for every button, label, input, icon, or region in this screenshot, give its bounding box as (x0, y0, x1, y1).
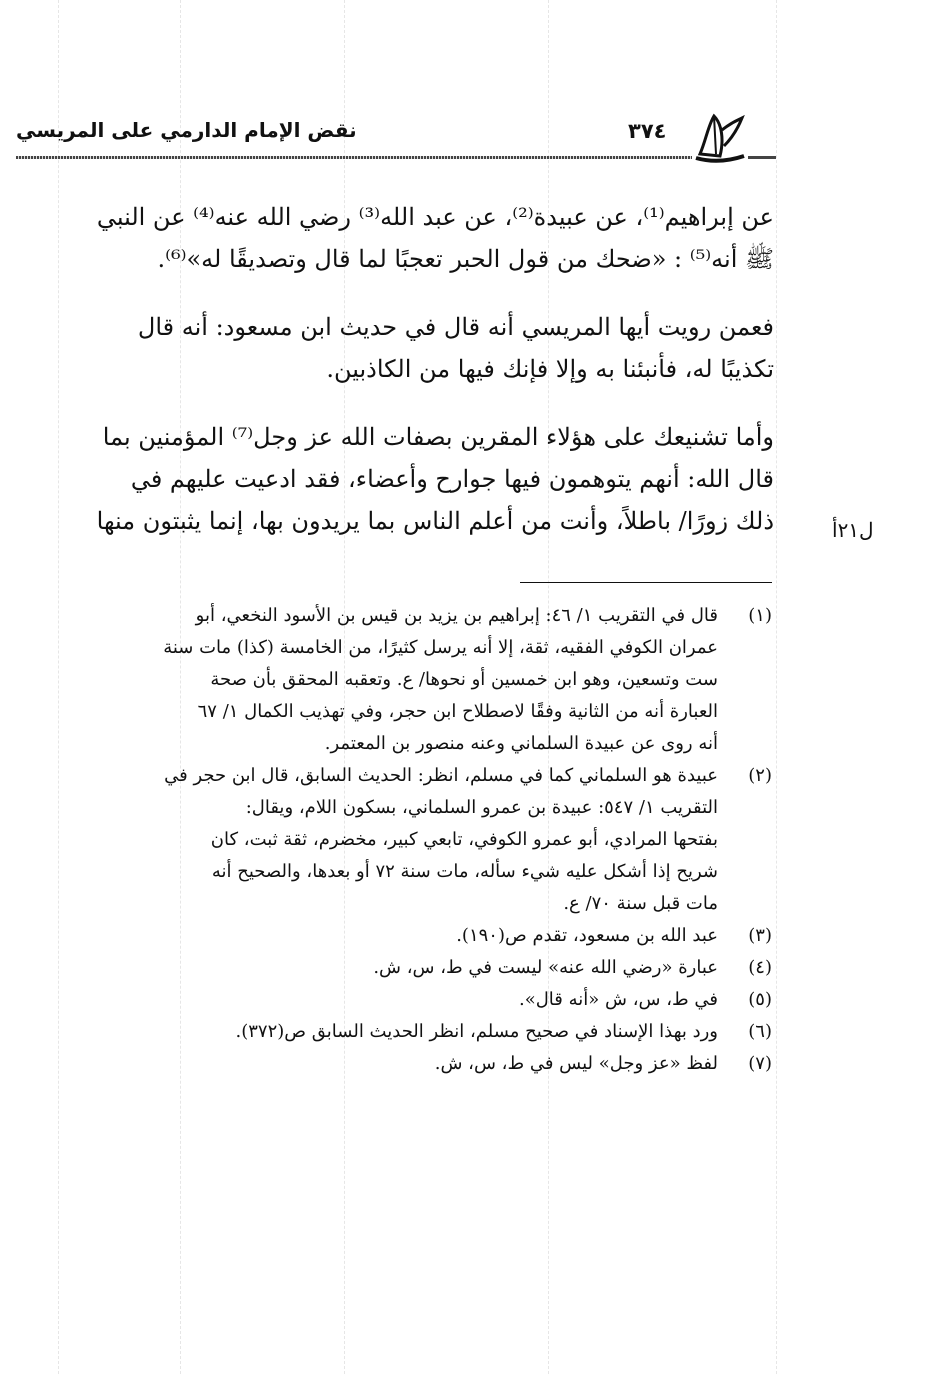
footnote-line: بفتحها المرادي، أبو عمرو الكوفي، تابعي كبير، مخضرم، ثقة ثبت، كان (210, 829, 718, 850)
footnote-1 (60, 600, 772, 760)
text-line: تكذيبًا له، فأنبئنا به وإلا فإنك فيها من الكاذبين. (326, 355, 774, 383)
footnote-5 (60, 984, 772, 1016)
paragraph-3 (64, 416, 774, 542)
footnote-line: قال في التقريب ١/ ٤٦: إبراهيم بن يزيد بن قيس بن الأسود النخعي، أبو (195, 605, 718, 626)
footnote-line: عبارة «رضي الله عنه» ليست في ط، س، ش. (373, 957, 718, 978)
footnote-line: التقريب ١/ ٥٤٧: عبيدة بن عمرو السلماني، بسكون اللام، ويقال: (245, 797, 718, 818)
footnote-number: (٧) (748, 1053, 772, 1074)
text-line: ﷺ أنه⁽⁵⁾ : «ضحك من قول الحبر تعجبًا لما قال وتصديقًا له»⁽⁶⁾. (157, 245, 774, 273)
text-line: عن إبراهيم⁽¹⁾، عن عبيدة⁽²⁾، عن عبد الله⁽³⁾ رضي الله عنه⁽⁴⁾ عن النبي (96, 203, 774, 231)
footnote-line: عبيدة هو السلماني كما في مسلم، انظر: الحديث السابق، قال ابن حجر في (164, 765, 718, 786)
footnote-divider (520, 582, 772, 583)
page-number: ٣٧٤ (628, 119, 667, 143)
text-line: ذلك زورًا/ باطلاً، وأنت من أعلم الناس بما يريدون بها، إنما يثبتون منها (96, 507, 774, 535)
footnote-line: عمران الكوفي الفقيه، ثقة، إلا أنه يرسل كثيرًا، من الخامسة (كذا) مات سنة (163, 637, 718, 658)
footnote-line: عبد الله بن مسعود، تقدم ص(١٩٠). (456, 925, 718, 946)
footnote-number: (٤) (748, 957, 772, 978)
footnote-number: (١) (748, 605, 772, 626)
footnote-number: (٥) (748, 989, 772, 1010)
guide-line (58, 0, 59, 1374)
text-line: قال الله: أنهم يتوهمون فيها جوارح وأعضاء، فقد ادعيت عليهم في (130, 465, 774, 493)
guide-line (776, 0, 777, 1374)
paragraph-1 (64, 196, 774, 280)
footnote-2 (60, 760, 772, 920)
footnote-line: شريح إذا أشكل عليه شيء سأله، مات سنة ٧٢ أو بعدها، والصحيح أنه (211, 861, 718, 882)
manuscript-folio-note: ل٢١أ (832, 518, 874, 542)
header-divider-end (748, 156, 776, 159)
footnotes (60, 600, 772, 1080)
footnote-line: لفظ «عز وجل» ليس في ط، س، ش. (434, 1053, 718, 1074)
footnote-number: (٦) (748, 1021, 772, 1042)
header-divider (16, 156, 692, 159)
footnote-line: ست وتسعين، وهو ابن خمسين أو نحوها/ ع. وتعقبه المحقق بأن صحة (210, 669, 718, 690)
footnote-3 (60, 920, 772, 952)
quill-ornament-icon (692, 110, 748, 166)
footnote-number: (٣) (748, 925, 772, 946)
running-title: نقض الإمام الدارمي على المريسي (16, 118, 357, 142)
footnote-6 (60, 1016, 772, 1048)
footnote-line: أنه روى عن عبيدة السلماني وعنه منصور بن المعتمر. (324, 733, 718, 754)
footnote-line: العبارة أنه من الثانية وفقًا لاصطلاح ابن حجر، وفي تهذيب الكمال ١/ ٦٧ (197, 701, 718, 722)
footnote-number: (٢) (748, 765, 772, 786)
footnote-4 (60, 952, 772, 984)
text-line: وأما تشنيعك على هؤلاء المقرين بصفات الله عز وجل⁽⁷⁾ المؤمنين بما (102, 423, 774, 451)
page-header (16, 104, 774, 160)
footnote-line: في ط، س، ش «أنه قال». (518, 989, 718, 1010)
footnote-line: مات قبل سنة ٧٠/ ع. (563, 893, 718, 914)
footnote-7 (60, 1048, 772, 1080)
footnote-line: ورد بهذا الإسناد في صحيح مسلم، انظر الحديث السابق ص(٣٧٢). (235, 1021, 718, 1042)
paragraph-2 (64, 306, 774, 390)
text-line: فعمن رويت أيها المريسي أنه قال في حديث ابن مسعود: أنه قال (137, 313, 774, 341)
